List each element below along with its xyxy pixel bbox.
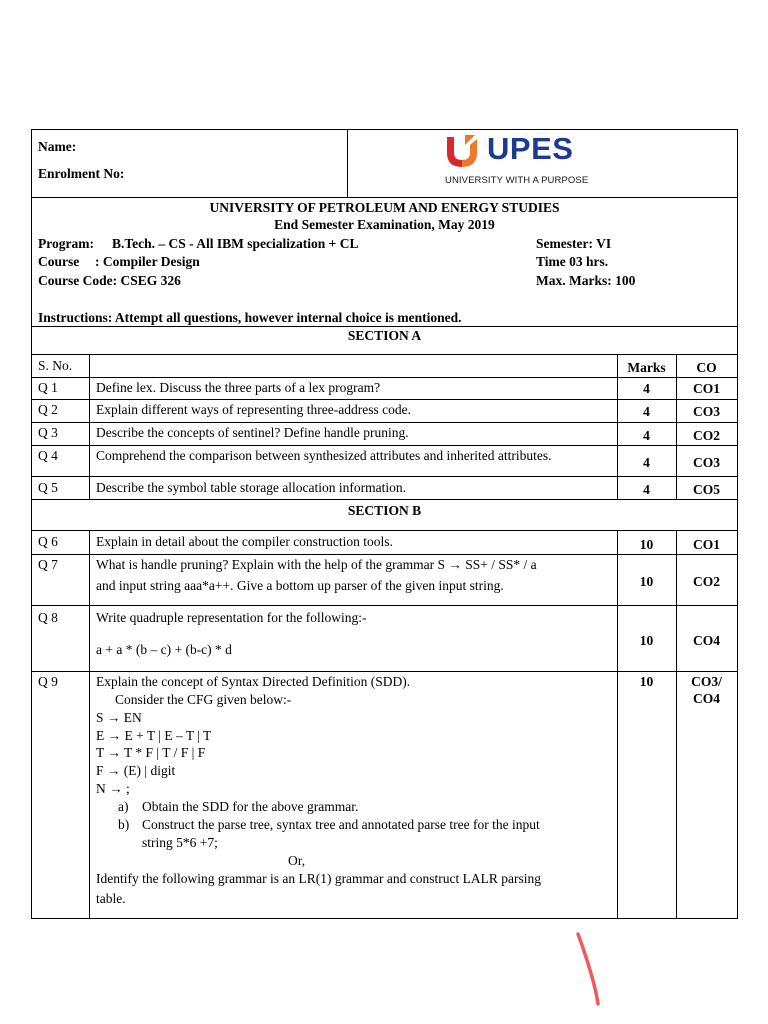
upes-tagline: UNIVERSITY WITH A PURPOSE — [445, 175, 589, 186]
question-marks: 10 — [639, 674, 654, 689]
question-co: CO3/ — [691, 674, 722, 689]
question-text: Describe the symbol table storage allocation information. — [96, 480, 407, 495]
upes-wordmark: UPES — [487, 131, 574, 166]
q9-item-a-marker: a) — [118, 799, 129, 814]
question-number: Q 6 — [38, 534, 58, 549]
question-text-line-1: What is handle pruning? Explain with the help of the grammar S → SS+ / SS* / a — [96, 557, 537, 572]
q9-item-b-marker: b) — [118, 817, 130, 832]
header-sno: S. No. — [38, 358, 73, 373]
enrolment-label: Enrolment No: — [38, 166, 125, 181]
question-marks: 10 — [639, 574, 654, 589]
q9-item-b: Construct the parse tree, syntax tree and annotated parse tree for the input — [142, 817, 540, 832]
header-co: CO — [696, 360, 717, 375]
q9-grammar-line: T → T * F | T / F | F — [96, 745, 206, 760]
course-label: Course — [38, 254, 80, 269]
question-number: Q 5 — [38, 480, 58, 495]
question-co: CO3 — [693, 455, 720, 470]
question-number: Q 8 — [38, 610, 58, 625]
question-text-line-2: and input string aaa*a++. Give a bottom up parser of the given input string. — [96, 578, 504, 593]
course-value: : Compiler Design — [95, 254, 200, 269]
question-number: Q 3 — [38, 425, 58, 440]
q9-grammar-line: S → EN — [96, 710, 142, 725]
question-co: CO2 — [693, 428, 720, 443]
question-text: Comprehend the comparison between synthesized attributes and inherited attributes. — [96, 448, 552, 463]
q9-grammar-line: N → ; — [96, 781, 130, 796]
q9-grammar-line: E → E + T | E – T | T — [96, 728, 212, 743]
max-marks: Max. Marks: 100 — [536, 273, 636, 288]
q9-line: Consider the CFG given below:- — [115, 692, 292, 707]
question-marks: 4 — [643, 381, 650, 396]
question-co: CO1 — [693, 381, 720, 396]
q9-item-a: Obtain the SDD for the above grammar. — [142, 799, 359, 814]
university-title: UNIVERSITY OF PETROLEUM AND ENERGY STUDIES — [209, 200, 560, 215]
question-text: Explain different ways of representing three-address code. — [96, 402, 412, 417]
question-marks: 4 — [643, 428, 650, 443]
question-expression: a + a * (b – c) + (b-c) * d — [96, 642, 232, 657]
program-value: B.Tech. – CS - All IBM specialization + CL — [112, 236, 359, 251]
q9-tail-line-2: table. — [96, 891, 126, 906]
question-co: CO2 — [693, 574, 720, 589]
section-a-title: SECTION A — [347, 328, 422, 343]
question-marks: 4 — [643, 455, 650, 470]
course-code: Course Code: CSEG 326 — [38, 273, 181, 288]
program-label: Program: — [38, 236, 94, 251]
question-text-line-1: Write quadruple representation for the following:- — [96, 610, 367, 625]
pen-mark-icon — [570, 930, 610, 1010]
question-marks: 4 — [643, 482, 650, 497]
question-text: Define lex. Discuss the three parts of a lex program? — [96, 380, 381, 395]
semester: Semester: VI — [536, 236, 612, 251]
question-number: Q 9 — [38, 674, 58, 689]
question-co: CO1 — [693, 537, 720, 552]
instructions: Instructions: Attempt all questions, however internal choice is mentioned. — [38, 310, 462, 325]
question-co: CO4 — [693, 633, 720, 648]
header-marks: Marks — [627, 360, 666, 375]
exam-time: Time 03 hrs. — [536, 254, 609, 269]
upes-u-icon — [445, 133, 479, 167]
question-number: Q 7 — [38, 557, 58, 572]
question-text: Explain in detail about the compiler construction tools. — [96, 534, 393, 549]
question-marks: 10 — [639, 537, 654, 552]
question-text: Describe the concepts of sentinel? Define handle pruning. — [96, 425, 409, 440]
question-co: CO3 — [693, 404, 720, 419]
question-number: Q 2 — [38, 402, 58, 417]
question-marks: 10 — [639, 633, 654, 648]
exam-title: End Semester Examination, May 2019 — [274, 217, 495, 232]
q9-grammar-line: F → (E) | digit — [96, 763, 176, 778]
q9-or: Or, — [288, 853, 306, 868]
name-label: Name: — [38, 139, 77, 154]
question-number: Q 4 — [38, 448, 58, 463]
q9-item-b-cont: string 5*6 +7; — [142, 835, 218, 850]
question-marks: 4 — [643, 404, 650, 419]
question-number: Q 1 — [38, 380, 58, 395]
question-co: CO5 — [693, 482, 720, 497]
section-b-title: SECTION B — [347, 503, 422, 518]
q9-tail-line-1: Identify the following grammar is an LR(1) grammar and construct LALR parsing — [96, 871, 542, 886]
question-co-cont: CO4 — [693, 691, 720, 706]
q9-line: Explain the concept of Syntax Directed Definition (SDD). — [96, 674, 411, 689]
